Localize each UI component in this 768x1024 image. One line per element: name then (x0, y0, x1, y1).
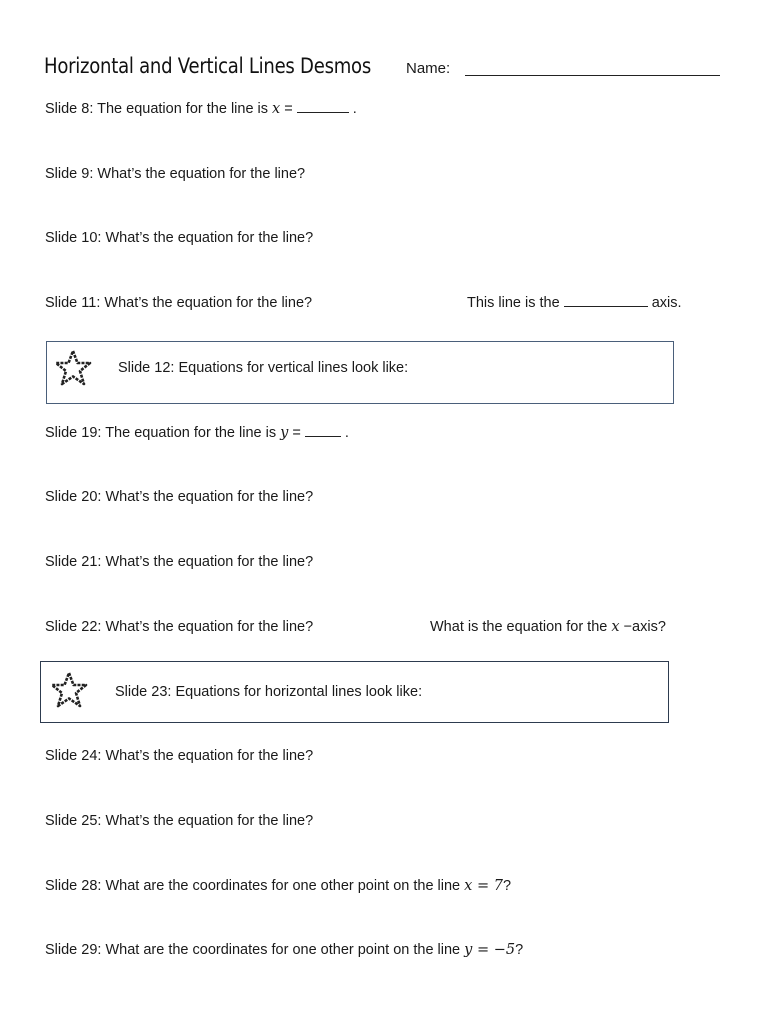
question-slide-28 (45, 878, 511, 894)
math-equation: x = 7 (464, 878, 503, 894)
question-slide-20: Slide 20: What’s the equation for the line? (45, 489, 314, 505)
question-slide-10: Slide 10: What’s the equation for the line? (45, 230, 314, 246)
question-end: ? (502, 878, 512, 894)
question-slide-22: Slide 22: What’s the equation for the line? (45, 619, 314, 635)
answer-blank[interactable] (564, 305, 648, 307)
name-blank[interactable] (465, 75, 720, 76)
question-text: Slide 19: The equation for the line is (45, 425, 281, 441)
star-icon (49, 670, 89, 710)
question-text: Slide 28: What are the coordinates for one other point on the line (45, 878, 465, 894)
question-end: ? (515, 942, 524, 958)
equals-sign: = (280, 101, 297, 117)
name-label: Name: (406, 60, 451, 77)
question-slide-9: Slide 9: What’s the equation for the line? (45, 166, 306, 182)
aside-text-end: −axis? (619, 619, 666, 635)
question-slide-19 (45, 425, 349, 441)
question-slide-11: Slide 11: What’s the equation for the line? (45, 295, 313, 311)
aside-text-end: axis. (647, 295, 682, 311)
answer-blank[interactable] (297, 111, 349, 113)
question-slide-23: Slide 23: Equations for horizontal lines look like: (115, 684, 423, 700)
math-equation: y = −5 (464, 942, 516, 958)
question-end: . (348, 101, 357, 117)
question-slide-11-aside (467, 295, 682, 311)
worksheet-title: Horizontal and Vertical Lines Desmos (44, 54, 372, 78)
question-slide-29 (45, 942, 523, 958)
answer-blank[interactable] (305, 435, 341, 437)
question-end: . (340, 425, 349, 441)
math-variable: x (272, 101, 281, 117)
question-text: Slide 29: What are the coordinates for one other point on the line (45, 942, 465, 958)
star-icon (53, 348, 93, 388)
math-variable: y (280, 425, 289, 441)
question-slide-25: Slide 25: What’s the equation for the line? (45, 813, 314, 829)
math-variable: x (611, 619, 620, 635)
question-slide-21: Slide 21: What’s the equation for the line? (45, 554, 314, 570)
equals-sign: = (288, 425, 305, 441)
aside-text: What is the equation for the (430, 619, 612, 635)
aside-text: This line is the (467, 295, 564, 311)
question-slide-24: Slide 24: What’s the equation for the line? (45, 748, 314, 764)
question-slide-8 (45, 101, 357, 117)
question-text: Slide 8: The equation for the line is (45, 101, 273, 117)
question-slide-22-aside (430, 619, 666, 635)
question-slide-12: Slide 12: Equations for vertical lines look like: (118, 360, 409, 376)
